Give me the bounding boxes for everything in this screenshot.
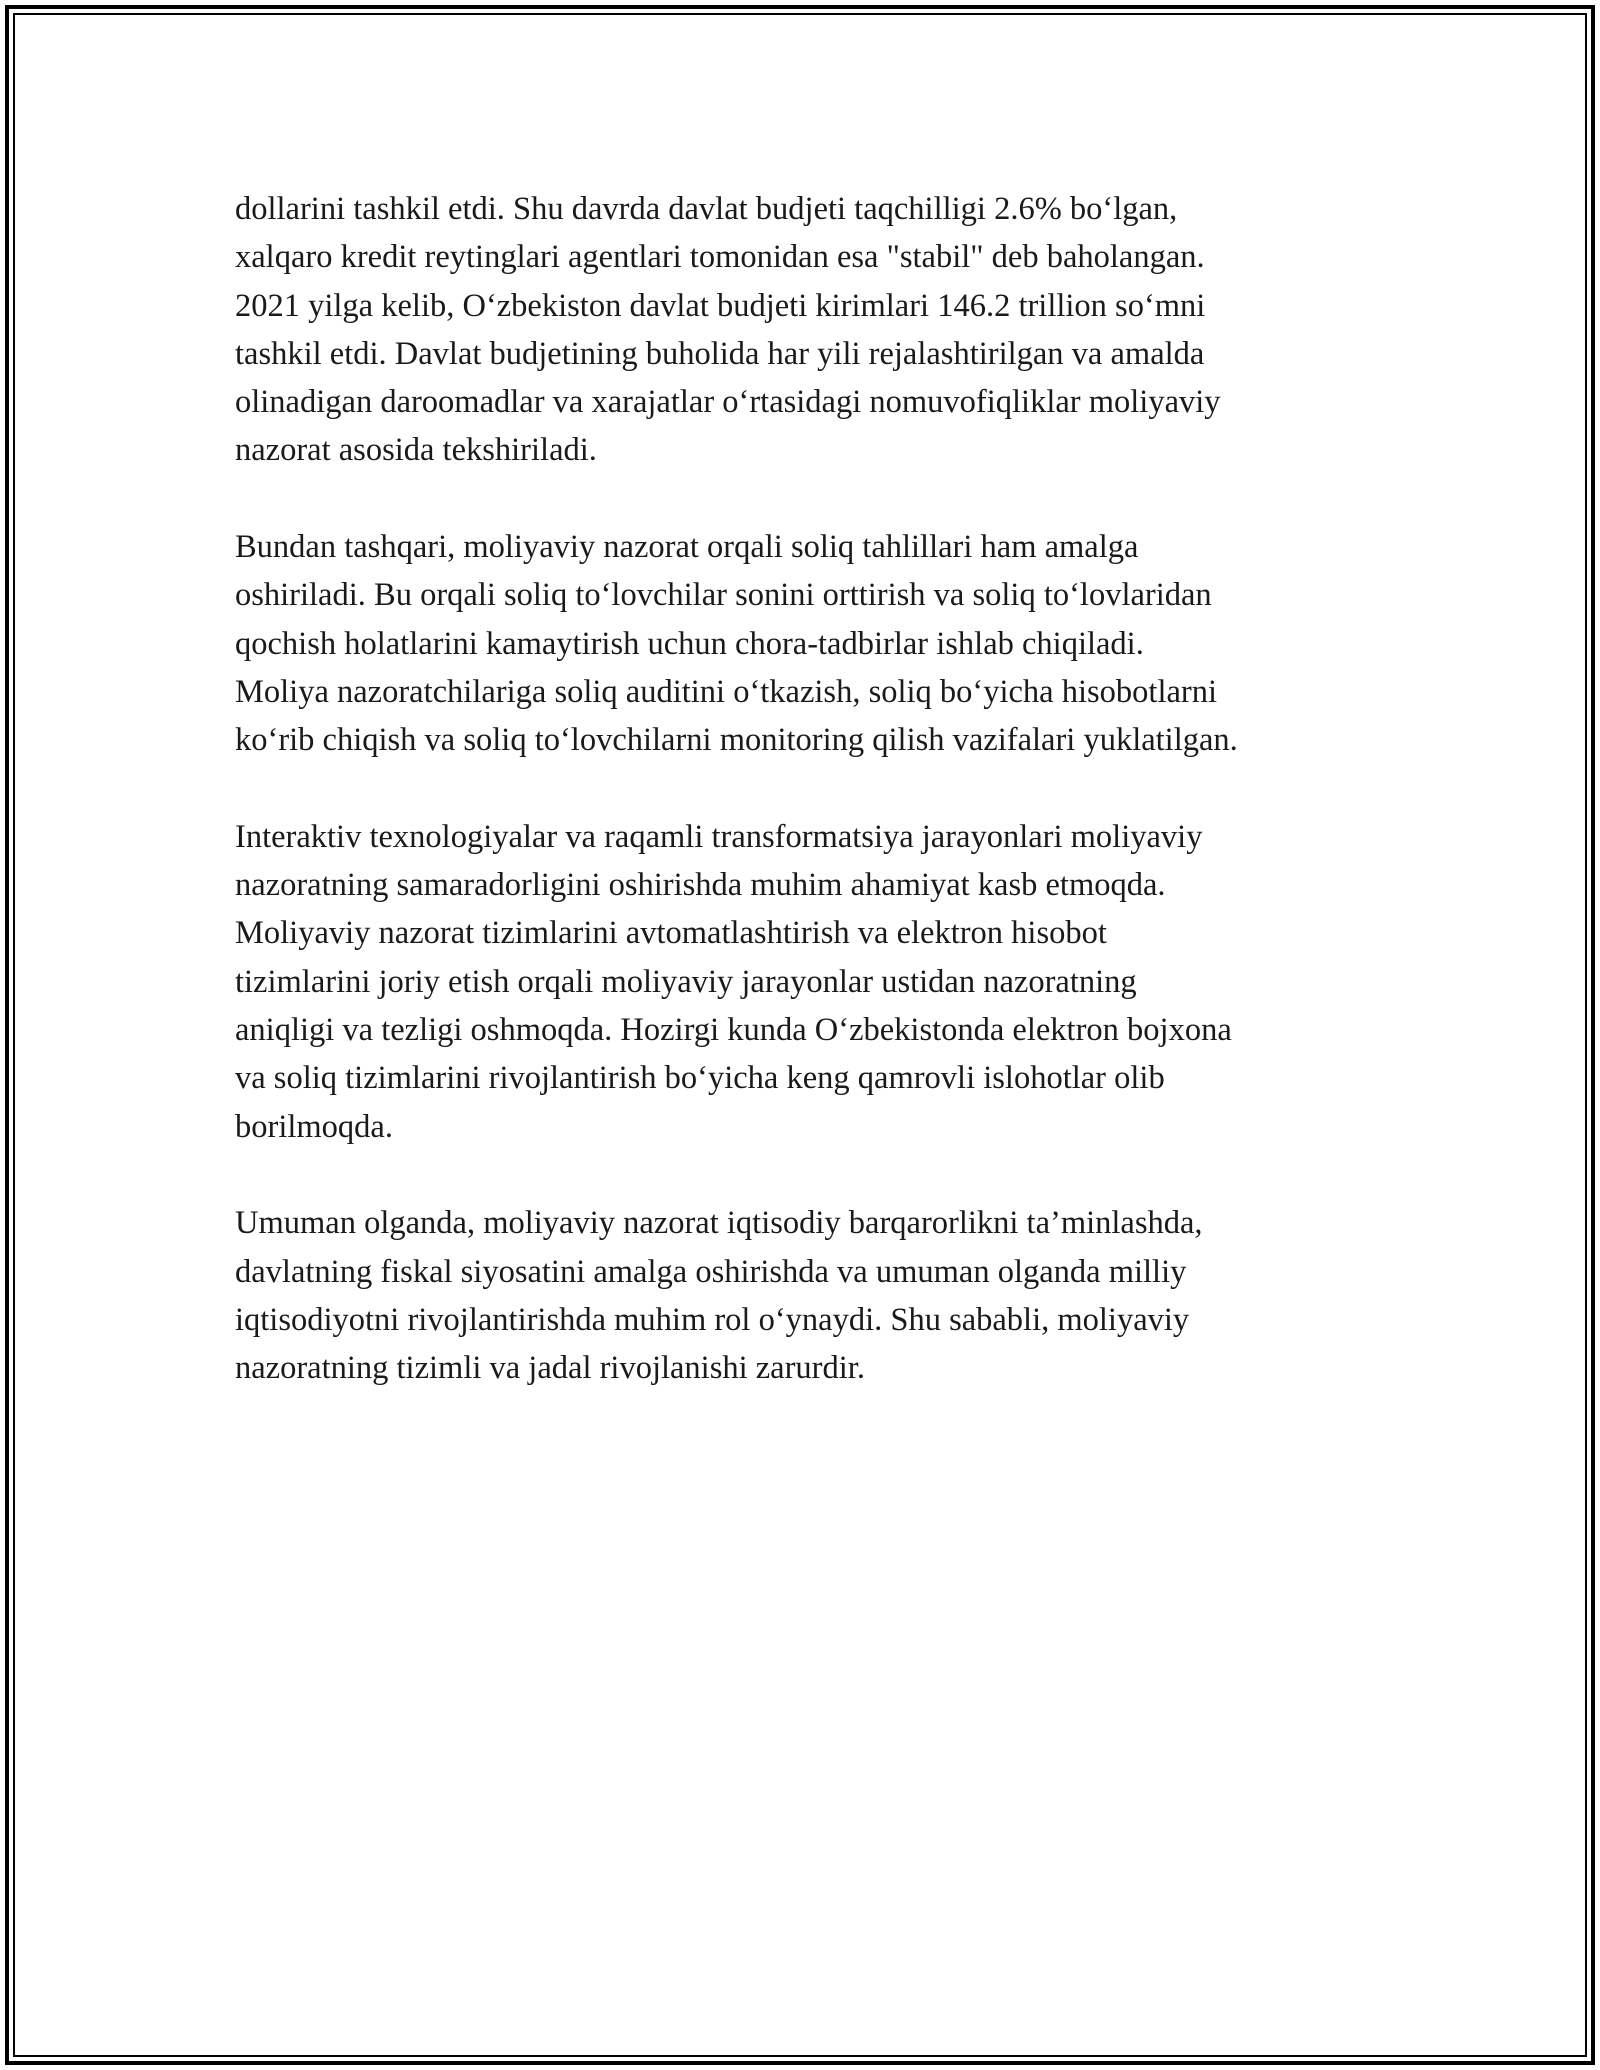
text-line: iqtisodiyotni rivojlantirishda muhim rol oʻynaydi. Shu sababli, moliyaviy: [235, 1301, 1190, 1338]
text-line: va soliq tizimlarini rivojlantirish boʻyicha keng qamrovli islohotlar olib: [235, 1060, 1165, 1097]
text-line: nazoratning tizimli va jadal rivojlanishi zarurdir.: [235, 1350, 865, 1387]
text-line: dollarini tashkil etdi. Shu davrda davlat budjeti taqchilligi 2.6% boʻlgan,: [235, 191, 1178, 227]
text-line: Moliya nazoratchilariga soliq auditini oʻtkazish, soliq boʻyicha hisobotlarni: [235, 673, 1217, 710]
paragraph-1: [235, 185, 1415, 475]
text-line: aniqligi va tezligi oshmoqda. Hozirgi kunda Oʻzbekistonda elektron bojxona: [235, 1012, 1232, 1049]
text-line: oshiriladi. Bu orqali soliq toʻlovchilar sonini orttirish va soliq toʻlovlaridan: [235, 577, 1212, 614]
text-line: tizimlarini joriy etish orqali moliyaviy jarayonlar ustidan nazoratning: [235, 963, 1137, 1000]
text-line: Interaktiv texnologiyalar va raqamli transformatsiya jarayonlari moliyaviy: [235, 818, 1203, 855]
text-line: tashkil etdi. Davlat budjetining buholida har yili rejalashtirilgan va amalda: [235, 335, 1205, 372]
paragraph-3: [235, 813, 1415, 1151]
document-body: [235, 185, 1415, 1441]
text-line: nazorat asosida tekshiriladi.: [235, 432, 597, 469]
text-line: davlatning fiskal siyosatini amalga oshirishda va umuman olganda milliy: [235, 1253, 1187, 1290]
text-line: borilmoqda.: [235, 1108, 393, 1145]
text-line: koʻrib chiqish va soliq toʻlovchilarni monitoring qilish vazifalari yuklatilgan.: [235, 722, 1238, 759]
text-line: olinadigan daroomadlar va xarajatlar oʻrtasidagi nomuvofiqliklar moliyaviy: [235, 384, 1221, 421]
text-line: Moliyaviy nazorat tizimlarini avtomatlashtirish va elektron hisobot: [235, 915, 1107, 952]
text-line: qochish holatlarini kamaytirish uchun chora-tadbirlar ishlab chiqiladi.: [235, 625, 1144, 662]
text-line: Umuman olganda, moliyaviy nazorat iqtisodiy barqarorlikni ta’minlashda,: [235, 1205, 1203, 1242]
paragraph-2: [235, 523, 1415, 764]
text-line: nazoratning samaradorligini oshirishda muhim ahamiyat kasb etmoqda.: [235, 867, 1166, 904]
text-line: Bundan tashqari, moliyaviy nazorat orqali soliq tahlillari ham amalga: [235, 529, 1139, 566]
text-line: 2021 yilga kelib, Oʻzbekiston davlat budjeti kirimlari 146.2 trillion soʻmni: [235, 287, 1206, 324]
paragraph-4: [235, 1199, 1415, 1392]
text-line: xalqaro kredit reytinglari agentlari tomonidan esa "stabil" deb baholangan.: [235, 239, 1205, 276]
